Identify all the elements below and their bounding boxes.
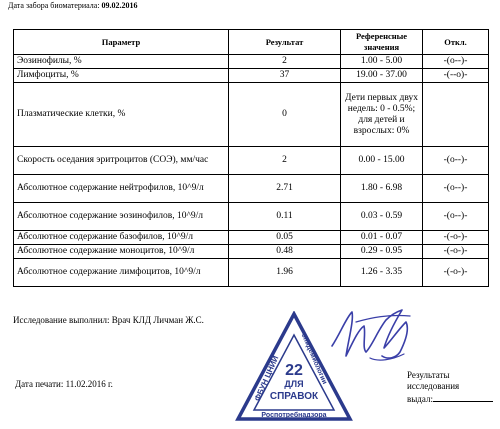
- row-param: Лимфоциты, %: [14, 69, 229, 83]
- row-deviation: -(-o-)-: [423, 245, 489, 259]
- row-deviation: -(-o-)-: [423, 259, 489, 287]
- row-reference: 19.00 - 37.00: [341, 69, 423, 83]
- row-deviation: -(o--)-: [423, 55, 489, 69]
- row-param: Плазматические клетки, %: [14, 83, 229, 147]
- print-date: Дата печати: 11.02.2016 г.: [15, 379, 113, 389]
- row-reference: 1.80 - 6.98: [341, 175, 423, 203]
- stamp-bottom-text: Роспотребнадзора: [261, 412, 327, 419]
- stamp-left-text: ФБУН ЦНИИ: [252, 354, 281, 403]
- row-param: Абсолютное содержание нейтрофилов, 10^9/л: [14, 175, 229, 203]
- table-row: [14, 231, 489, 245]
- table-row: [14, 83, 489, 147]
- row-reference: 1.00 - 5.00: [341, 55, 423, 69]
- row-result: 2.71: [229, 175, 341, 203]
- signature-line: [433, 392, 493, 402]
- header-deviation: Откл.: [423, 30, 489, 55]
- row-result: 1.96: [229, 259, 341, 287]
- row-result: 0.11: [229, 203, 341, 231]
- row-deviation: [423, 83, 489, 147]
- stamp-number: 22: [285, 362, 303, 379]
- row-result: 2: [229, 147, 341, 175]
- table-header-row: [14, 30, 489, 55]
- table-row: [14, 69, 489, 83]
- row-param: Абсолютное содержание базофилов, 10^9/л: [14, 231, 229, 245]
- row-param: Абсолютное содержание лимфоцитов, 10^9/л: [14, 259, 229, 287]
- row-reference: 0.03 - 0.59: [341, 203, 423, 231]
- table-row: [14, 203, 489, 231]
- header-result: Результат: [229, 30, 341, 55]
- row-result: 0.05: [229, 231, 341, 245]
- row-param: Абсолютное содержание эозинофилов, 10^9/л: [14, 203, 229, 231]
- stamp-line-1: ДЛЯ: [284, 379, 304, 389]
- header-reference: Референсные значения: [341, 30, 423, 55]
- row-result: 37: [229, 69, 341, 83]
- row-param: Скорость оседания эритроцитов (СОЭ), мм/час: [14, 147, 229, 175]
- issued-line-3: [407, 392, 493, 405]
- header-param: Параметр: [14, 30, 229, 55]
- row-reference: 0.29 - 0.95: [341, 245, 423, 259]
- sample-date-label: Дата забора биоматериала:: [8, 1, 102, 10]
- table-row: [14, 147, 489, 175]
- table-row: [14, 175, 489, 203]
- row-reference: Дети первых двух недель: 0 - 0.5%; для детей и взрослых: 0%: [341, 83, 423, 147]
- stamp-line-2: СПРАВОК: [269, 391, 319, 402]
- issued-label: выдал:: [407, 394, 433, 404]
- row-deviation: -(o--)-: [423, 147, 489, 175]
- row-deviation: -(o--)-: [423, 175, 489, 203]
- table-row: [14, 55, 489, 69]
- row-result: 2: [229, 55, 341, 69]
- row-result: 0.48: [229, 245, 341, 259]
- row-deviation: -(-o-)-: [423, 231, 489, 245]
- sample-date: [8, 1, 138, 10]
- row-reference: 1.26 - 3.35: [341, 259, 423, 287]
- sample-date-value: 09.02.2016: [101, 1, 138, 10]
- performer-line: Исследование выполнил: Врач КЛД Личман Ж.С.: [13, 315, 204, 325]
- issued-line-1: Результаты: [407, 370, 450, 380]
- row-reference: 0.00 - 15.00: [341, 147, 423, 175]
- row-deviation: -(o--)-: [423, 203, 489, 231]
- stamp-right-text: эпидемиологии: [299, 332, 328, 386]
- results-table: [13, 29, 489, 287]
- table-row: [14, 245, 489, 259]
- signature: [326, 300, 418, 368]
- row-param: Эозинофилы, %: [14, 55, 229, 69]
- row-result: 0: [229, 83, 341, 147]
- results-issued-block: [407, 370, 493, 405]
- row-param: Абсолютное содержание моноцитов, 10^9/л: [14, 245, 229, 259]
- row-deviation: -(--o)-: [423, 69, 489, 83]
- table-row: [14, 259, 489, 287]
- row-reference: 0.01 - 0.07: [341, 231, 423, 245]
- issued-line-2: исследования: [407, 381, 460, 391]
